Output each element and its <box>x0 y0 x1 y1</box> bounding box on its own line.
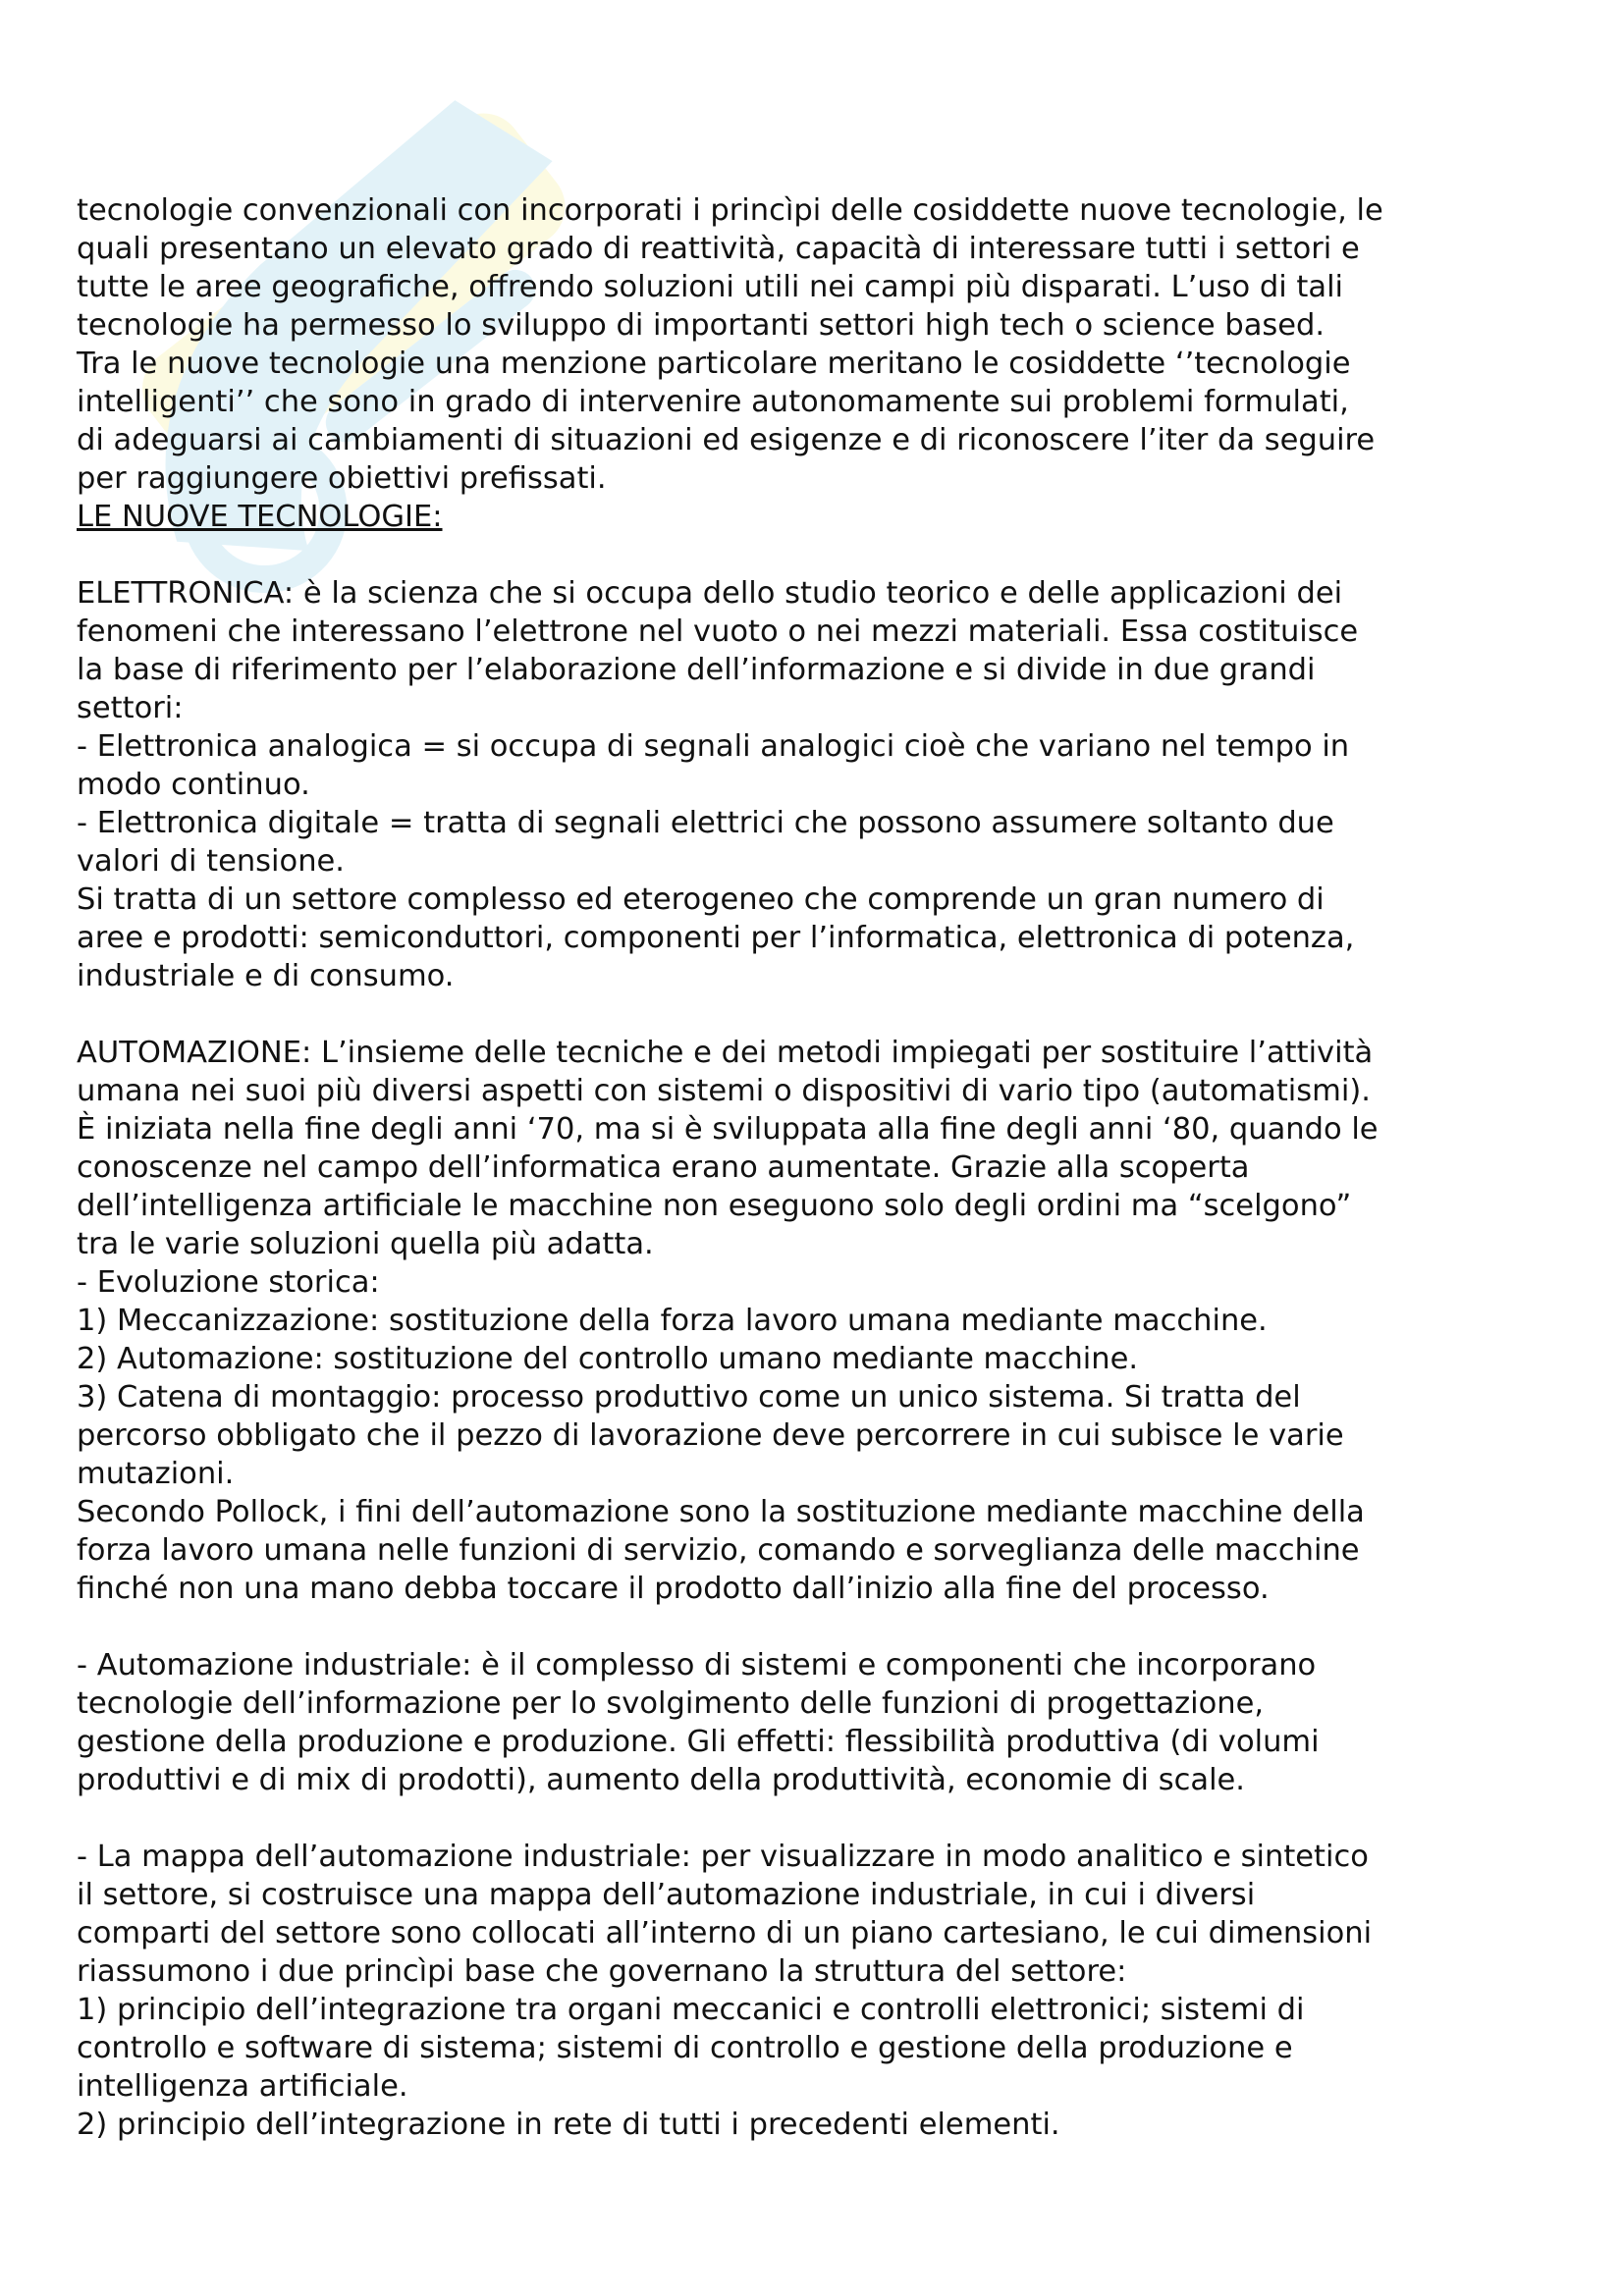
mappa-section <box>77 1838 1549 2144</box>
text-line: comparti del settore sono collocati all’interno di un piano cartesiano, le cui dimensioni <box>77 1916 1373 1950</box>
automazione-industriale-section <box>77 1646 1549 1799</box>
document-page <box>77 191 1549 2144</box>
spacer <box>77 536 1549 574</box>
text-line: finché non una mano debba toccare il prodotto dall’inizio alla fine del processo. <box>77 1572 1270 1606</box>
text-line: gestione della produzione e produzione. Gli effetti: flessibilità produttiva (di volumi <box>77 1725 1320 1759</box>
elettronica-section <box>77 574 1549 995</box>
text-line: quali presentano un elevato grado di reattività, capacità di interessare tutti i settori e <box>77 232 1360 266</box>
spacer <box>77 1799 1549 1838</box>
text-line: la base di riferimento per l’elaborazione dell’informazione e si divide in due grandi <box>77 653 1316 687</box>
text-line: 1) principio dell’integrazione tra organi meccanici e controlli elettronici; sistemi di <box>77 1993 1305 2027</box>
text-line: controllo e software di sistema; sistemi di controllo e gestione della produzione e <box>77 2031 1293 2065</box>
text-line: 2) principio dell’integrazione in rete di tutti i precedenti elementi. <box>77 2108 1060 2142</box>
text-line: tra le varie soluzioni quella più adatta. <box>77 1227 654 1261</box>
text-line: conoscenze nel campo dell’informatica erano aumentate. Grazie alla scoperta <box>77 1150 1250 1185</box>
spacer <box>77 995 1549 1034</box>
text-line: intelligenti’’ che sono in grado di intervenire autonomamente sui problemi formulati, <box>77 385 1349 419</box>
text-line: aree e prodotti: semiconduttori, componenti per l’informatica, elettronica di potenza, <box>77 921 1355 955</box>
text-line: - Elettronica analogica = si occupa di segnali analogici cioè che variano nel tempo in <box>77 729 1350 764</box>
text-line: percorso obbligato che il pezzo di lavorazione deve percorrere in cui subisce le varie <box>77 1418 1344 1453</box>
text-line: produttivi e di mix di prodotti), aumento della produttività, economie di scale. <box>77 1763 1246 1797</box>
text-line: ELETTRONICA: è la scienza che si occupa dello studio teorico e delle applicazioni dei <box>77 576 1343 611</box>
text-line: Si tratta di un settore complesso ed eterogeneo che comprende un gran numero di <box>77 882 1325 917</box>
text-line: tecnologie convenzionali con incorporati i princìpi delle cosiddette nuove tecnologie, le <box>77 193 1383 228</box>
text-line: valori di tensione. <box>77 844 345 879</box>
text-line: È iniziata nella fine degli anni ‘70, ma si è sviluppata alla fine degli anni ‘80, quando le <box>77 1112 1379 1147</box>
text-line: Secondo Pollock, i fini dell’automazione sono la sostituzione mediante macchine della <box>77 1495 1365 1529</box>
spacer <box>77 1608 1549 1646</box>
text-line: tutte le aree geografiche, offrendo soluzioni utili nei campi più disparati. L’uso di tali <box>77 270 1344 304</box>
text-line: - La mappa dell’automazione industriale: per visualizzare in modo analitico e sintetico <box>77 1840 1369 1874</box>
text-line: - Elettronica digitale = tratta di segnali elettrici che possono assumere soltanto due <box>77 806 1334 840</box>
text-line: industriale e di consumo. <box>77 959 455 993</box>
text-line: tecnologie dell’informazione per lo svolgimento delle funzioni di progettazione, <box>77 1686 1265 1721</box>
text-line: AUTOMAZIONE: L’insieme delle tecniche e dei metodi impiegati per sostituire l’attività <box>77 1036 1374 1070</box>
text-line: settori: <box>77 691 184 725</box>
text-line: modo continuo. <box>77 768 310 802</box>
text-line: intelligenza artificiale. <box>77 2069 408 2104</box>
text-line: umana nei suoi più diversi aspetti con sistemi o dispositivi di vario tipo (automatismi). <box>77 1074 1371 1108</box>
text-line: - Automazione industriale: è il complesso di sistemi e componenti che incorporano <box>77 1648 1317 1682</box>
intro-paragraph <box>77 191 1549 498</box>
text-line: riassumono i due princìpi base che governano la struttura del settore: <box>77 1954 1127 1989</box>
text-line: dell’intelligenza artificiale le macchine non eseguono solo degli ordini ma “scelgono” <box>77 1189 1352 1223</box>
text-line: 3) Catena di montaggio: processo produttivo come un unico sistema. Si tratta del <box>77 1380 1301 1415</box>
section-heading: LE NUOVE TECNOLOGIE: <box>77 500 443 534</box>
text-line: 1) Meccanizzazione: sostituzione della forza lavoro umana mediante macchine. <box>77 1304 1268 1338</box>
text-line: per raggiungere obiettivi prefissati. <box>77 461 607 496</box>
text-line: tecnologie ha permesso lo sviluppo di importanti settori high tech o science based. <box>77 308 1325 343</box>
text-line: - Evoluzione storica: <box>77 1265 380 1300</box>
text-line: il settore, si costruisce una mappa dell’automazione industriale, in cui i diversi <box>77 1878 1256 1912</box>
text-line: di adeguarsi ai cambiamenti di situazioni ed esigenze e di riconoscere l’iter da seguire <box>77 423 1376 457</box>
text-line: fenomeni che interessano l’elettrone nel vuoto o nei mezzi materiali. Essa costituisce <box>77 614 1359 649</box>
automazione-section <box>77 1034 1549 1608</box>
text-line: mutazioni. <box>77 1457 235 1491</box>
text-line: Tra le nuove tecnologie una menzione particolare meritano le cosiddette ‘’tecnologie <box>77 347 1351 381</box>
text-line: 2) Automazione: sostituzione del controllo umano mediante macchine. <box>77 1342 1139 1376</box>
text-line: forza lavoro umana nelle funzioni di servizio, comando e sorveglianza delle macchine <box>77 1533 1360 1568</box>
